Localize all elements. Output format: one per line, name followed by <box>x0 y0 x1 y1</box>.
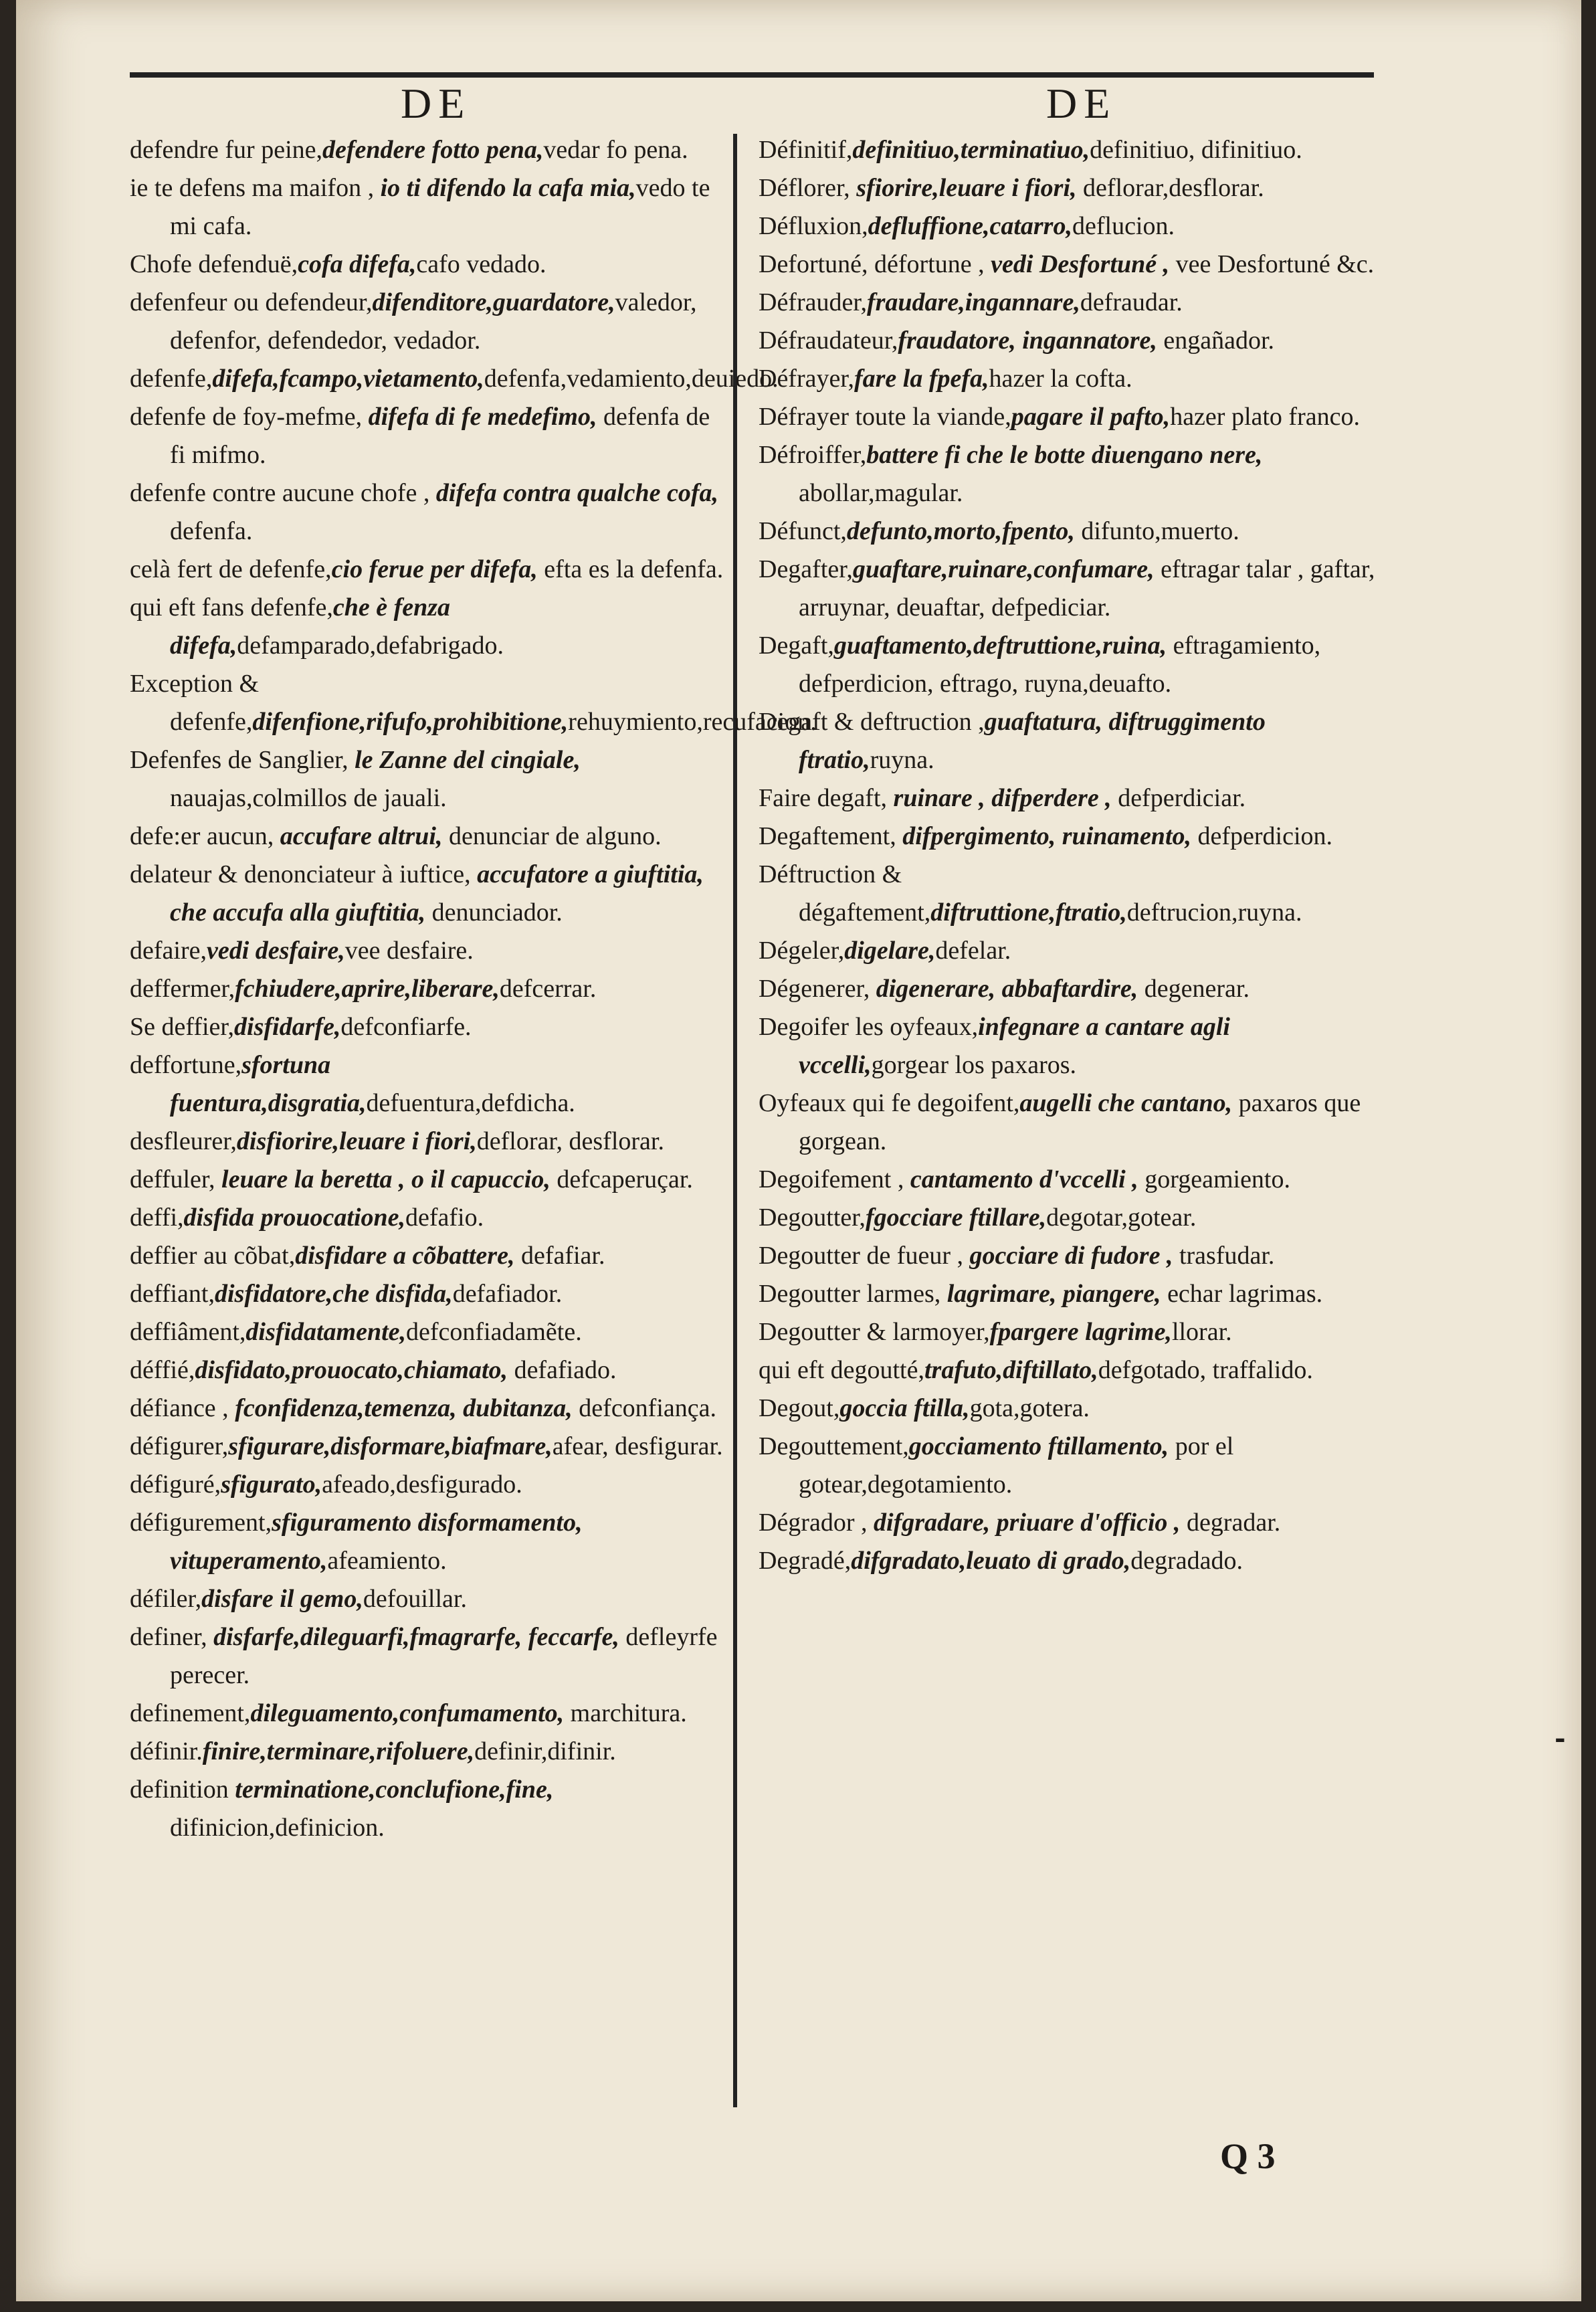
french-term: Dégenerer, <box>759 975 876 1003</box>
french-term: Degoifer les oyfeaux, <box>759 1013 979 1041</box>
spanish-term: defuentura,defdicha. <box>366 1089 575 1117</box>
spanish-term: definitiuo, difinitiuo. <box>1090 136 1302 164</box>
dictionary-entry <box>130 169 726 246</box>
spanish-term: ruyna. <box>870 746 934 774</box>
spanish-term: abollar,magular. <box>799 479 963 507</box>
french-term: Dégrador , <box>759 1509 874 1537</box>
french-term: qui eft degoutté, <box>759 1356 924 1384</box>
dictionary-entry <box>130 589 726 665</box>
spanish-term: difinicion,definicion. <box>170 1814 385 1842</box>
dictionary-entry <box>759 1542 1381 1580</box>
french-term: Degaft, <box>759 632 834 660</box>
spanish-term: denunciar de alguno. <box>442 822 662 850</box>
dictionary-entry <box>130 474 726 551</box>
dictionary-entry <box>759 1275 1381 1313</box>
french-term: definement, <box>130 1699 251 1727</box>
french-term: Défluxion, <box>759 212 868 240</box>
french-term: defe:er aucun, <box>130 822 280 850</box>
italian-term: sfigurato, <box>221 1470 322 1499</box>
french-term: définir. <box>130 1737 203 1765</box>
italian-term: difefa di fe medefimo, <box>368 403 597 431</box>
dictionary-entry <box>759 436 1381 512</box>
spanish-term: defouillar. <box>363 1585 467 1613</box>
spanish-term: defafiado. <box>508 1356 617 1384</box>
spanish-term: degradar. <box>1180 1509 1281 1537</box>
spanish-term: degenerar. <box>1138 975 1250 1003</box>
dictionary-entry <box>759 703 1381 779</box>
dictionary-entry <box>759 1313 1381 1351</box>
spanish-term: eftragar talar , gaftar, arruynar, deuaftar, defpediciar. <box>799 555 1375 621</box>
dictionary-entry <box>130 1695 726 1733</box>
spanish-term: defafio. <box>405 1203 484 1232</box>
italian-term: pagare il pafto, <box>1011 403 1171 431</box>
french-term: defaire, <box>130 937 207 965</box>
french-term: Degoutter & larmoyer, <box>759 1318 990 1346</box>
spanish-term: rehuymiento,recufacion. <box>568 708 817 736</box>
running-head-left: DE <box>401 80 472 127</box>
italian-term: difgradare, priuare d'officio , <box>873 1509 1181 1537</box>
dictionary-entry <box>130 665 817 741</box>
italian-term: disfiorire,leuare i fiori, <box>236 1127 477 1155</box>
french-term: Defortuné, défortune , <box>759 250 991 278</box>
french-term: défiler, <box>130 1585 202 1613</box>
italian-term: lagrimare, piangere, <box>946 1280 1161 1308</box>
spanish-term: vee Desfortuné &c. <box>1169 250 1375 278</box>
italian-term: fare la fpefa, <box>854 365 989 393</box>
spanish-term: defafiar. <box>514 1242 605 1270</box>
italian-term: guaftatura, diftruggimento ftratio, <box>799 708 1266 774</box>
italian-term: difenditore,guardatore, <box>372 288 615 316</box>
dictionary-entry <box>130 284 726 360</box>
italian-term: disfida prouocatione, <box>183 1203 406 1232</box>
spanish-term: defenfa de fi mifmo. <box>170 403 710 469</box>
dictionary-entry <box>130 1389 726 1428</box>
spanish-term: valedor, defenfor, defendedor, vedador. <box>170 288 697 355</box>
italian-term: gocciare di fudore , <box>969 1242 1173 1270</box>
dictionary-entry <box>759 551 1381 627</box>
italian-term: trafuto,diftillato, <box>924 1356 1098 1384</box>
french-term: definer, <box>130 1623 214 1651</box>
dictionary-entry <box>130 817 726 856</box>
italian-term: cantamento d'vccelli , <box>910 1165 1138 1193</box>
italian-term: difefa,fcampo,vietamento, <box>212 365 484 393</box>
dictionary-entry <box>759 512 1381 551</box>
column-divider <box>733 134 737 2107</box>
spanish-term: defamparado,defabrigado. <box>237 632 504 660</box>
dictionary-entry <box>130 398 726 474</box>
spanish-term: echar lagrimas. <box>1161 1280 1323 1308</box>
italian-term: ruinare , difperdere , <box>893 784 1112 812</box>
italian-term: defunto,morto,fpento, <box>846 517 1075 545</box>
italian-term: difpergimento, ruinamento, <box>902 822 1192 850</box>
french-term: Degoutter de fueur , <box>759 1242 970 1270</box>
dictionary-entry <box>130 970 726 1008</box>
dictionary-entry <box>759 398 1381 436</box>
french-term: Déftruction & dégaftement, <box>759 860 931 927</box>
dictionary-entry <box>759 779 1381 817</box>
italian-term: disfidatamente, <box>245 1318 407 1346</box>
italian-term: sfortuna fuentura,disgratia, <box>170 1051 367 1117</box>
dictionary-entry <box>759 1008 1381 1084</box>
french-term: Degradé, <box>759 1547 852 1575</box>
french-term: Défunct, <box>759 517 847 545</box>
french-term: ie te defens ma maifon , <box>130 174 381 202</box>
dictionary-entry <box>130 246 726 284</box>
dictionary-entry <box>130 131 726 169</box>
dictionary-entry <box>759 1161 1381 1199</box>
dictionary-entry <box>759 284 1381 322</box>
french-term: défigurer, <box>130 1432 229 1460</box>
spanish-term: gota,gotera. <box>969 1394 1090 1422</box>
french-term: Degafter, <box>759 555 853 583</box>
french-term: Defenfes de Sanglier, <box>130 746 355 774</box>
spanish-term: paxaros que gorgean. <box>799 1089 1361 1155</box>
signature-mark: Q 3 <box>1220 2136 1276 2176</box>
italian-term: definitiuo,terminatiuo, <box>852 136 1090 164</box>
dictionary-entry <box>759 207 1381 246</box>
spanish-term: defraudar. <box>1080 288 1183 316</box>
right-column <box>759 131 1381 1580</box>
dictionary-entry <box>130 1580 726 1618</box>
french-term: Degouttement, <box>759 1432 909 1460</box>
spanish-term: defenfa,vedamiento,deuiedo. <box>484 365 779 393</box>
dictionary-entry <box>759 1428 1381 1504</box>
italian-term: fraudare,ingannare, <box>866 288 1080 316</box>
italian-term: difenfione,rifufo,prohibitione, <box>252 708 569 736</box>
french-term: Définitif, <box>759 136 853 164</box>
running-head-right: DE <box>1046 80 1117 127</box>
dictionary-entry <box>130 1733 726 1771</box>
italian-term: cofa difefa, <box>298 250 417 278</box>
spanish-term: gorgeamiento. <box>1138 1165 1290 1193</box>
dictionary-entry <box>759 1237 1381 1275</box>
french-term: Déflorer, <box>759 174 857 202</box>
italian-term: defluffione,catarro, <box>868 212 1072 240</box>
french-term: Chofe defenduë, <box>130 250 298 278</box>
spanish-term: vedar fo pena. <box>543 136 688 164</box>
spanish-term: defcaperuçar. <box>550 1165 693 1193</box>
italian-term: goccia ftilla, <box>839 1394 970 1422</box>
book-page <box>16 0 1581 2301</box>
dictionary-entry <box>759 131 1381 169</box>
spanish-term: gorgear los paxaros. <box>871 1051 1077 1079</box>
italian-term: accufatore a giuftitia, che accufa alla giuftitia, <box>170 860 704 927</box>
spanish-term: defconfiança. <box>572 1394 716 1422</box>
french-term: qui eft fans defenfe, <box>130 593 333 621</box>
french-term: Défroiffer, <box>759 441 867 469</box>
spanish-term: defafiador. <box>452 1280 563 1308</box>
italian-term: fpargere lagrime, <box>989 1318 1172 1346</box>
italian-term: terminatione,conclufione,fine, <box>235 1775 554 1804</box>
spanish-term: deflucion. <box>1072 212 1175 240</box>
dictionary-entry <box>130 551 726 589</box>
spanish-term: cafo vedado. <box>416 250 546 278</box>
italian-term: sfiorire,leuare i fiori, <box>856 174 1077 202</box>
french-term: Degoifement , <box>759 1165 910 1193</box>
french-term: defenfe contre aucune chofe , <box>130 479 436 507</box>
spanish-term: deflorar,desflorar. <box>1076 174 1264 202</box>
french-term: deffiâment, <box>130 1318 246 1346</box>
dictionary-entry <box>759 627 1381 703</box>
italian-term: digelare, <box>844 937 936 965</box>
italian-term: fchiudere,aprire,liberare, <box>235 975 500 1003</box>
dictionary-entry <box>130 856 726 932</box>
french-term: deffier au cõbat, <box>130 1242 296 1270</box>
spanish-term: defgotado, traffalido. <box>1098 1356 1313 1384</box>
dictionary-entry <box>130 1466 726 1504</box>
french-term: Défrauder, <box>759 288 867 316</box>
italian-term: finire,terminare,rifoluere, <box>202 1737 475 1765</box>
french-term: Degaftement, <box>759 822 903 850</box>
spanish-term: defperdiciar. <box>1111 784 1246 812</box>
dictionary-entry <box>130 1275 726 1313</box>
italian-term: fraudatore, ingannatore, <box>898 326 1157 355</box>
dictionary-entry <box>759 856 1381 932</box>
italian-term: guaftamento,deftruttione,ruina, <box>833 632 1167 660</box>
italian-term: disfarfe,dileguarfi,fmagrarfe, feccarfe, <box>213 1623 619 1651</box>
spanish-term: efta es la defenfa. <box>537 555 724 583</box>
dictionary-entry <box>130 1771 726 1847</box>
italian-term: disfidarfe, <box>234 1013 341 1041</box>
spanish-term: llorar. <box>1171 1318 1232 1346</box>
italian-term: digenerare, abbaftardire, <box>876 975 1138 1003</box>
dictionary-entry <box>130 1199 726 1237</box>
italian-term: fconfidenza,temenza, dubitanza, <box>235 1394 573 1422</box>
italian-term: vedi Desfortuné , <box>991 250 1170 278</box>
spanish-term: denunciador. <box>425 898 563 927</box>
french-term: Degaft & deftruction , <box>759 708 985 736</box>
french-term: déffié, <box>130 1356 195 1384</box>
french-term: defenfeur ou defendeur, <box>130 288 373 316</box>
italian-term: gocciamento ftillamento, <box>908 1432 1169 1460</box>
french-term: delateur & denonciateur à iuftice, <box>130 860 478 888</box>
spanish-term: defconfiadamẽte. <box>406 1318 582 1346</box>
italian-term: battere fi che le botte diuengano nere, <box>866 441 1263 469</box>
italian-term: diftruttione,ftratio, <box>930 898 1127 927</box>
spanish-term: afeamiento. <box>327 1547 447 1575</box>
dictionary-entry <box>130 1008 726 1046</box>
french-term: deffermer, <box>130 975 235 1003</box>
dictionary-entry <box>130 1351 726 1389</box>
spanish-term: defperdicion. <box>1191 822 1333 850</box>
spanish-term: vedo te mi cafa. <box>170 174 710 240</box>
spanish-term: eftragamiento, defperdicion, eftrago, ruyna,deuafto. <box>799 632 1321 698</box>
french-term: Se deffier, <box>130 1013 235 1041</box>
spanish-term: hazer plato franco. <box>1170 403 1360 431</box>
italian-term: difgradato,leuato di grado, <box>851 1547 1131 1575</box>
dictionary-entry <box>759 1351 1381 1389</box>
french-term: défiance , <box>130 1394 235 1422</box>
spanish-term: por el gotear,degotamiento. <box>799 1432 1234 1499</box>
italian-term: fgocciare ftillare, <box>865 1203 1047 1232</box>
french-term: Oyfeaux qui fe degoifent, <box>759 1089 1020 1117</box>
italian-term: sfigurare,disformare,biafmare, <box>228 1432 553 1460</box>
french-term: desfleurer, <box>130 1127 237 1155</box>
french-term: Défrayer, <box>759 365 854 393</box>
french-term: deffiant, <box>130 1280 215 1308</box>
french-term: defendre fur peine, <box>130 136 323 164</box>
french-term: Degoutter larmes, <box>759 1280 947 1308</box>
spanish-term: defleyrfe perecer. <box>170 1623 718 1689</box>
french-term: Faire degaft, <box>759 784 894 812</box>
italian-term: che è fenza difefa, <box>170 593 451 660</box>
header-rule <box>130 72 1374 78</box>
dictionary-entry <box>759 360 1381 398</box>
italian-term: dileguamento,confumamento, <box>250 1699 565 1727</box>
dictionary-entry <box>759 1084 1381 1161</box>
french-term: definition <box>130 1775 235 1804</box>
dictionary-entry <box>759 1199 1381 1237</box>
french-term: Degout, <box>759 1394 840 1422</box>
italian-term: disfidare a cõbattere, <box>295 1242 515 1270</box>
spanish-term: defconfiarfe. <box>340 1013 472 1041</box>
spanish-term: afeado,desfigurado. <box>322 1470 522 1499</box>
french-term: Dégeler, <box>759 937 845 965</box>
italian-term: cio ferue per difefa, <box>331 555 538 583</box>
spanish-term: difunto,muerto. <box>1074 517 1239 545</box>
dictionary-entry <box>759 970 1381 1008</box>
italian-term: disfare il gemo, <box>201 1585 363 1613</box>
dictionary-entry <box>759 932 1381 970</box>
dictionary-entry <box>759 1504 1381 1542</box>
italian-term: sfiguramento disformamento, vituperamento, <box>170 1509 583 1575</box>
italian-term: disfidatore,che disfida, <box>214 1280 453 1308</box>
french-term: défigurement, <box>130 1509 272 1537</box>
spanish-term: defenfa. <box>170 517 253 545</box>
spanish-term: vee desfaire. <box>344 937 474 965</box>
italian-term: le Zanne del cingiale, <box>355 746 581 774</box>
italian-term: difefa contra qualche cofa, <box>435 479 718 507</box>
spanish-term: hazer la cofta. <box>989 365 1132 393</box>
italian-term: guaftare,ruinare,confumare, <box>852 555 1155 583</box>
french-term: deffi, <box>130 1203 184 1232</box>
dictionary-entry <box>759 1389 1381 1428</box>
italian-term: io ti difendo la cafa mia, <box>380 174 636 202</box>
italian-term: leuare la beretta , o il capuccio, <box>221 1165 551 1193</box>
spanish-term: degradado. <box>1130 1547 1243 1575</box>
french-term: deffuler, <box>130 1165 222 1193</box>
french-term: deffortune, <box>130 1051 242 1079</box>
dictionary-entry <box>130 1046 726 1123</box>
french-term: Défrayer toute la viande, <box>759 403 1011 431</box>
italian-term: infegnare a cantare agli vccelli, <box>799 1013 1230 1079</box>
dictionary-entry <box>130 1313 726 1351</box>
french-term: Défraudateur, <box>759 326 898 355</box>
margin-mark: - <box>1555 1723 1566 1754</box>
dictionary-entry <box>759 246 1381 284</box>
french-term: defenfe de foy-mefme, <box>130 403 369 431</box>
spanish-term: deflorar, desflorar. <box>476 1127 664 1155</box>
spanish-term: trasfudar. <box>1173 1242 1275 1270</box>
spanish-term: engañador. <box>1157 326 1275 355</box>
dictionary-entry <box>130 932 726 970</box>
spanish-term: deftrucion,ruyna. <box>1126 898 1302 927</box>
dictionary-entry <box>130 1618 726 1695</box>
spanish-term: marchitura. <box>564 1699 687 1727</box>
dictionary-entry <box>130 1237 726 1275</box>
dictionary-entry <box>130 360 779 398</box>
french-term: celà fert de defenfe, <box>130 555 332 583</box>
dictionary-entry <box>130 741 726 817</box>
italian-term: accufare altrui, <box>280 822 443 850</box>
french-term: Exception & defenfe, <box>130 670 260 736</box>
spanish-term: afear, desfigurar. <box>552 1432 723 1460</box>
dictionary-entry <box>759 169 1381 207</box>
spanish-term: degotar,gotear. <box>1046 1203 1197 1232</box>
italian-term: vedi desfaire, <box>206 937 345 965</box>
dictionary-entry <box>130 1428 726 1466</box>
dictionary-entry <box>759 322 1381 360</box>
dictionary-entry <box>130 1123 726 1161</box>
french-term: Degoutter, <box>759 1203 866 1232</box>
italian-term: augelli che cantano, <box>1019 1089 1233 1117</box>
spanish-term: defelar. <box>935 937 1011 965</box>
dictionary-entry <box>130 1504 726 1580</box>
dictionary-entry <box>130 1161 726 1199</box>
spanish-term: definir,difinir. <box>474 1737 616 1765</box>
french-term: defenfe, <box>130 365 213 393</box>
italian-term: defendere fotto pena, <box>322 136 544 164</box>
dictionary-entry <box>759 817 1381 856</box>
italian-term: disfidato,prouocato,chiamato, <box>195 1356 508 1384</box>
spanish-term: nauajas,colmillos de jauali. <box>170 784 447 812</box>
spanish-term: defcerrar. <box>499 975 597 1003</box>
french-term: défiguré, <box>130 1470 221 1499</box>
